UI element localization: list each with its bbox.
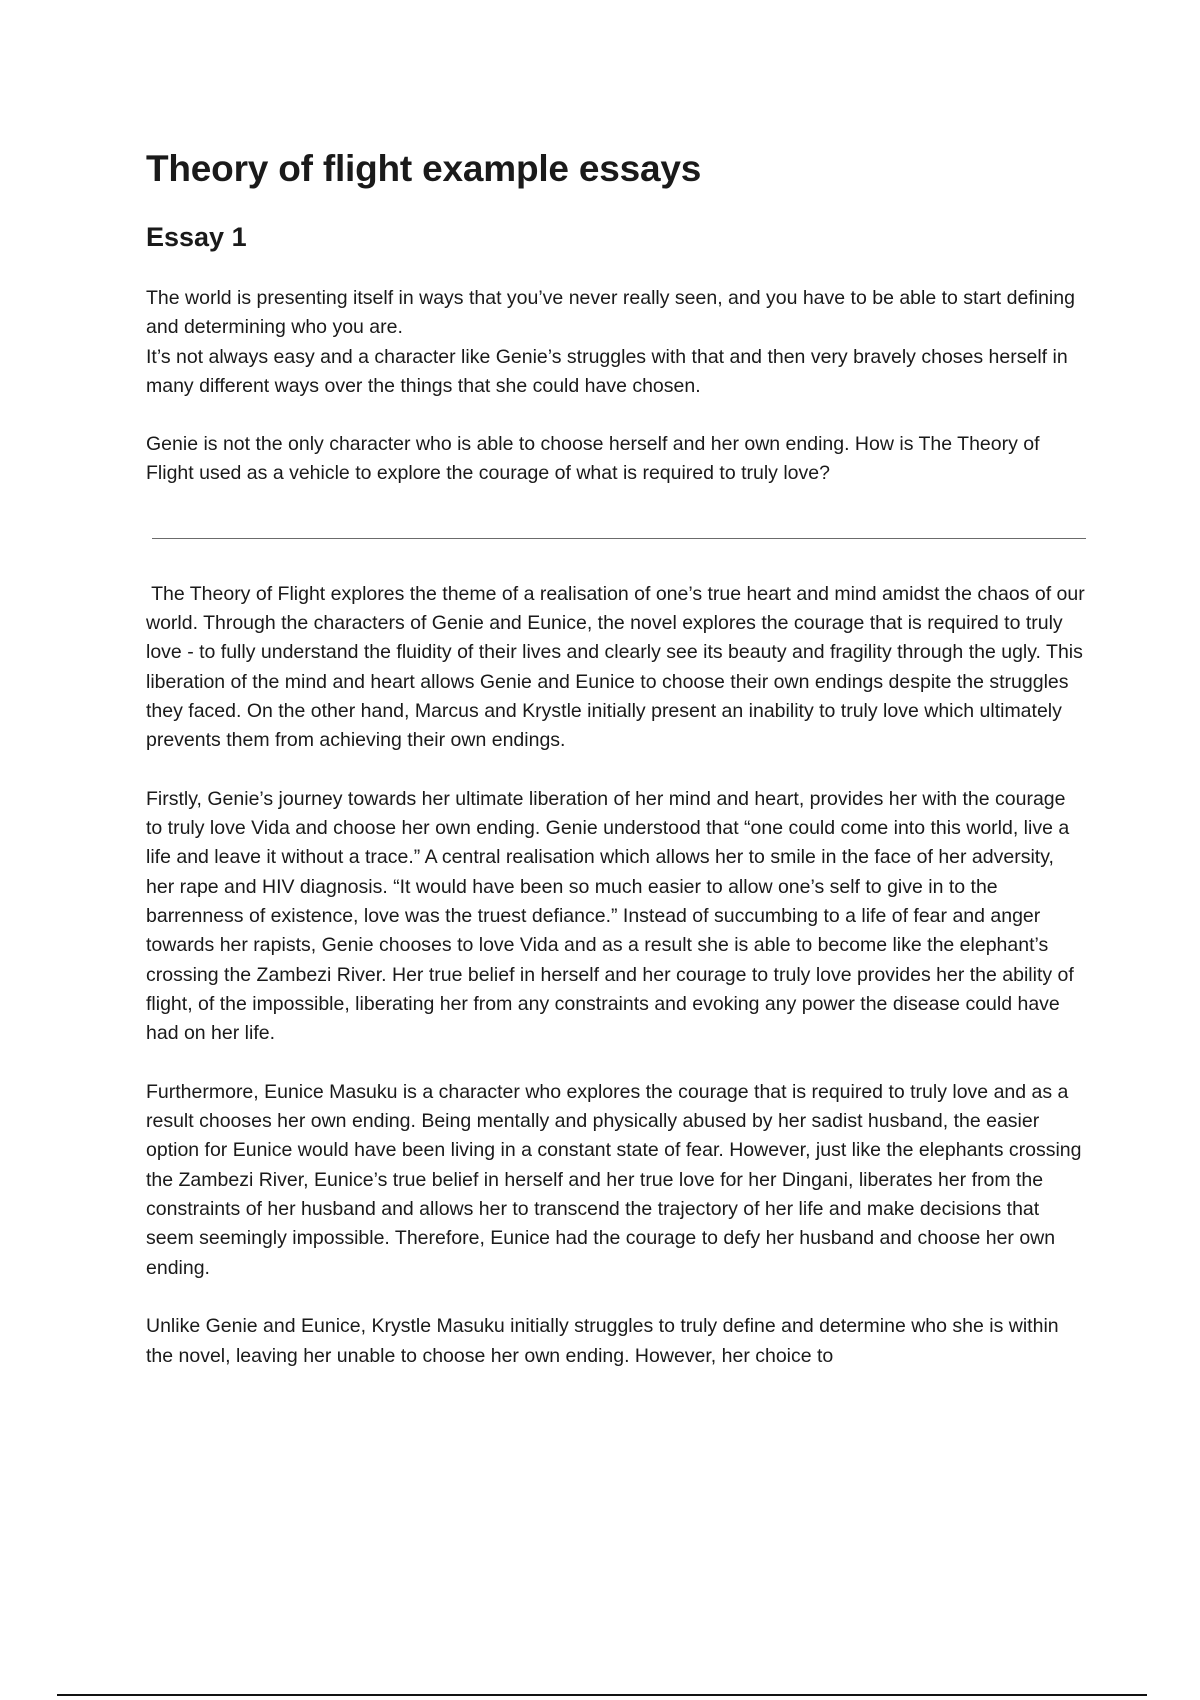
document-content: [146, 148, 1086, 1371]
essay-heading: Essay 1: [146, 222, 247, 252]
essay-prompt: [146, 284, 1086, 489]
essay-paragraph-intro: [146, 580, 1086, 756]
essay-paragraph-krystle: Unlike Genie and Eunice, Krystle Masuku initially struggles to truly define and determine who she is within the novel, leaving her unable to choose her own ending. However, her choice to: [146, 1315, 1059, 1367]
horizontal-divider: [152, 538, 1086, 539]
essay-paragraph-intro-text: The Theory of Flight explores the theme of a realisation of one’s true heart and mind amidst the chaos of our world. Through the characters of Genie and Eunice, the novel explores the courage that is required to truly love - to fully understand the fluidity of their lives and clearly see its beauty and fragility through the ugly. This liberation of the mind and heart allows Genie and Eunice to choose their own endings despite the struggles they faced. On the other hand, Marcus and Krystle initially present an inability to truly love which ultimately prevents them from achieving their own endings.: [146, 582, 1085, 752]
essay-body: [146, 580, 1086, 1371]
prompt-paragraph: [146, 284, 1086, 401]
prompt-line-1: The world is presenting itself in ways that you’ve never really seen, and you have to be able to start defining and determining who you are.: [146, 287, 1075, 339]
essay-paragraph-eunice: Furthermore, Eunice Masuku is a character who explores the courage that is required to truly love and as a result chooses her own ending. Being mentally and physically abused by her sadist husband, the easier option for Eunice would have been living in a constant state of fear. However, just like the elephants crossing the Zambezi River, Eunice’s true belief in herself and her true love for her Dingani, liberates her from the constraints of her husband and allows her to transcend the trajectory of her life and make decisions that seem seemingly impossible. Therefore, Eunice had the courage to defy her husband and choose her own ending.: [146, 1080, 1082, 1279]
essay-paragraph-genie: Firstly, Genie’s journey towards her ultimate liberation of her mind and heart, provides her with the courage to truly love Vida and choose her own ending. Genie understood that “one could come into this world, live a life and leave it without a trace.” A central realisation which allows her to smile in the face of her adversity, her rape and HIV diagnosis. “It would have been so much easier to allow one’s self to give in to the barrenness of existence, love was the truest defiance.” Instead of succumbing to a life of fear and anger towards her rapists, Genie chooses to love Vida and as a result she is able to become like the elephant’s crossing the Zambezi River. Her true belief in herself and her courage to truly love provides her the ability of flight, of the impossible, liberating her from any constraints and evoking any power the disease could have had on her life.: [146, 787, 1074, 1045]
page-bottom-rule: [57, 1694, 1147, 1696]
prompt-line-2: It’s not always easy and a character like Genie’s struggles with that and then very bravely choses herself in many different ways over the things that she could have chosen.: [146, 345, 1068, 397]
page-title: Theory of flight example essays: [146, 148, 702, 189]
prompt-question: Genie is not the only character who is able to choose herself and her own ending. How is The Theory of Flight used as a vehicle to explore the courage of what is required to truly love?: [146, 433, 1040, 485]
